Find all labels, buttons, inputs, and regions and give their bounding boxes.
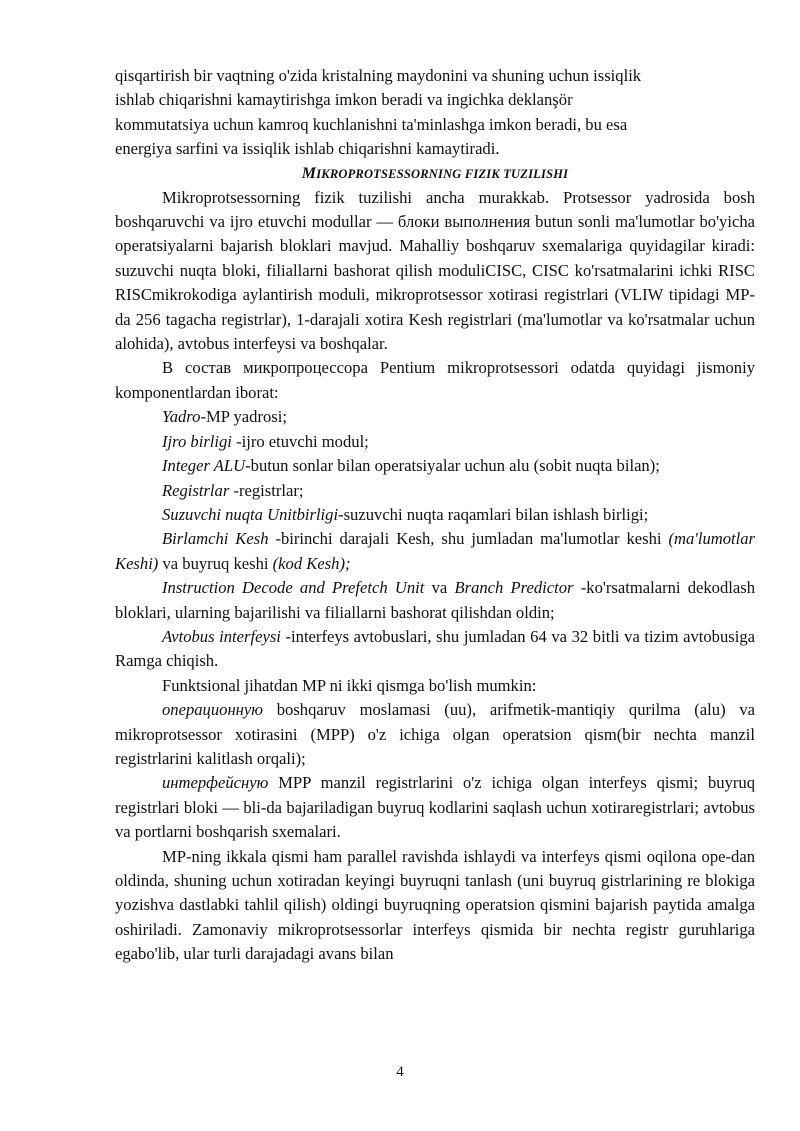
intro-line: energiya sarfini va issiqlik ishlab chiqarishni kamaytiradi. — [115, 139, 500, 159]
section-heading: MIKROPROTSESSORNING FIZIK TUZILISHI — [301, 164, 569, 182]
list-item-bus: Avtobus interfeysi -interfeys avtobuslari, shu jumladan 64 va 32 bitli va tizim avtobusiga Ramga chiqish. — [115, 626, 756, 671]
page-number: 4 — [396, 1064, 404, 1080]
list-item-decode: Instruction Decode and Prefetch Unit va Branch Predictor -ko'rsatmalarni dekodlash bloklari, ularning bajarilishi va filiallarni bashorat qilishdan oldin; — [115, 578, 755, 622]
list-item: Ijro birligi -ijro etuvchi modul; — [162, 431, 369, 451]
list-item-cache: Birlamchi Kesh -birinchi darajali Kesh, shu jumladan ma'lumotlar keshi (ma'lumotlar Keshi) va buyruq keshi (kod Kesh); — [115, 529, 756, 573]
intro-paragraph — [115, 64, 755, 162]
list-item: Registrlar -registrlar; — [162, 480, 304, 500]
intro-line: qisqartirish bir vaqtning o'zida kristalning maydonini va shuning uchun issiqlik — [115, 66, 642, 85]
paragraph-physical-structure: Mikroprotsessorning fizik tuzilishi ancha murakkab. Protsessor yadrosida bosh boshqaruvchi va ijro etuvchi modullar — блоки выполнения butun sonli ma'lumotlar bo'yicha operatsiyalarni bajarish bloklari mavjud. Mahalliy boshqaruv sxemalariga quyidagilar kiradi: suzuvchi nuqta bloki, filiallarni bashorat qilish moduliCISC, CISC ko'rsatmalarini ichki RISC RISCmikrokodiga aylantirish moduli, mikroprotsessor xotirasi registrlari (VLIW tipidagi MP-da 256 tagacha registrlar), 1-darajali xotira Kesh registrlari (ma'lumotlar va ko'rsatmalar uchun alohida), avtobus interfeysi va boshqalar. — [115, 187, 755, 354]
list-item-operational: операционную boshqaruv moslamasi (uu), arifmetik-mantiqiy qurilma (alu) va mikroprotsessor xotirasini (MPP) o'z ichiga olgan operatsion qism(bir nechta manzil registrlarini kalitlash orqali); — [115, 700, 755, 768]
intro-line: ishlab chiqarishni kamaytirishga imkon beradi va ingichka deklanşör — [115, 90, 573, 110]
document-page — [115, 64, 755, 967]
list-item-interface: интерфейсную MPP manzil registrlarini o'z ichiga olgan interfeys qismi; buyruq registrlari bloki — bli-da bajariladigan buyruq kodlarini saqlash uchun xotiraregistrlari; avtobus va portlarni boshqarish sxemalari. — [115, 773, 755, 842]
list-item: Suzuvchi nuqta Unitbirligi-suzuvchi nuqta raqamlari bilan ishlash birligi; — [162, 504, 649, 524]
intro-line: kommutatsiya uchun kamroq kuchlanishni ta'minlashga imkon beradi, bu esa — [115, 114, 628, 134]
paragraph-functional: Funktsional jihatdan MP ni ikki qismga bo'lish mumkin: — [162, 675, 537, 695]
list-item: Yadro-MP yadrosi; — [162, 407, 287, 427]
list-item: Integer ALU-butun sonlar bilan operatsiyalar uchun alu (sobit nuqta bilan); — [162, 456, 660, 476]
paragraph-pentium-components: В состав микропроцессора Pentium mikroprotsessori odatda quyidagi jismoniy komponentlardan iborat: — [115, 358, 755, 402]
paragraph-parallel: MP-ning ikkala qismi ham parallel ravishda ishlaydi va interfeys qismi oqilona ope-dan oldinda, shuning uchun xotiradan keyingi buyruqni tanlash (uni buyruq gistrlarining re blokiga yozishva dastlabki tahlil qilish) oldingi buyruqning operatsion qismini bajarish paytida amalga oshiriladi. Zamonaviy mikroprotsessorlar interfeys qismida bir nechta registr guruhlariga egabo'lib, ular turli darajadagi avans bilan — [115, 846, 755, 964]
